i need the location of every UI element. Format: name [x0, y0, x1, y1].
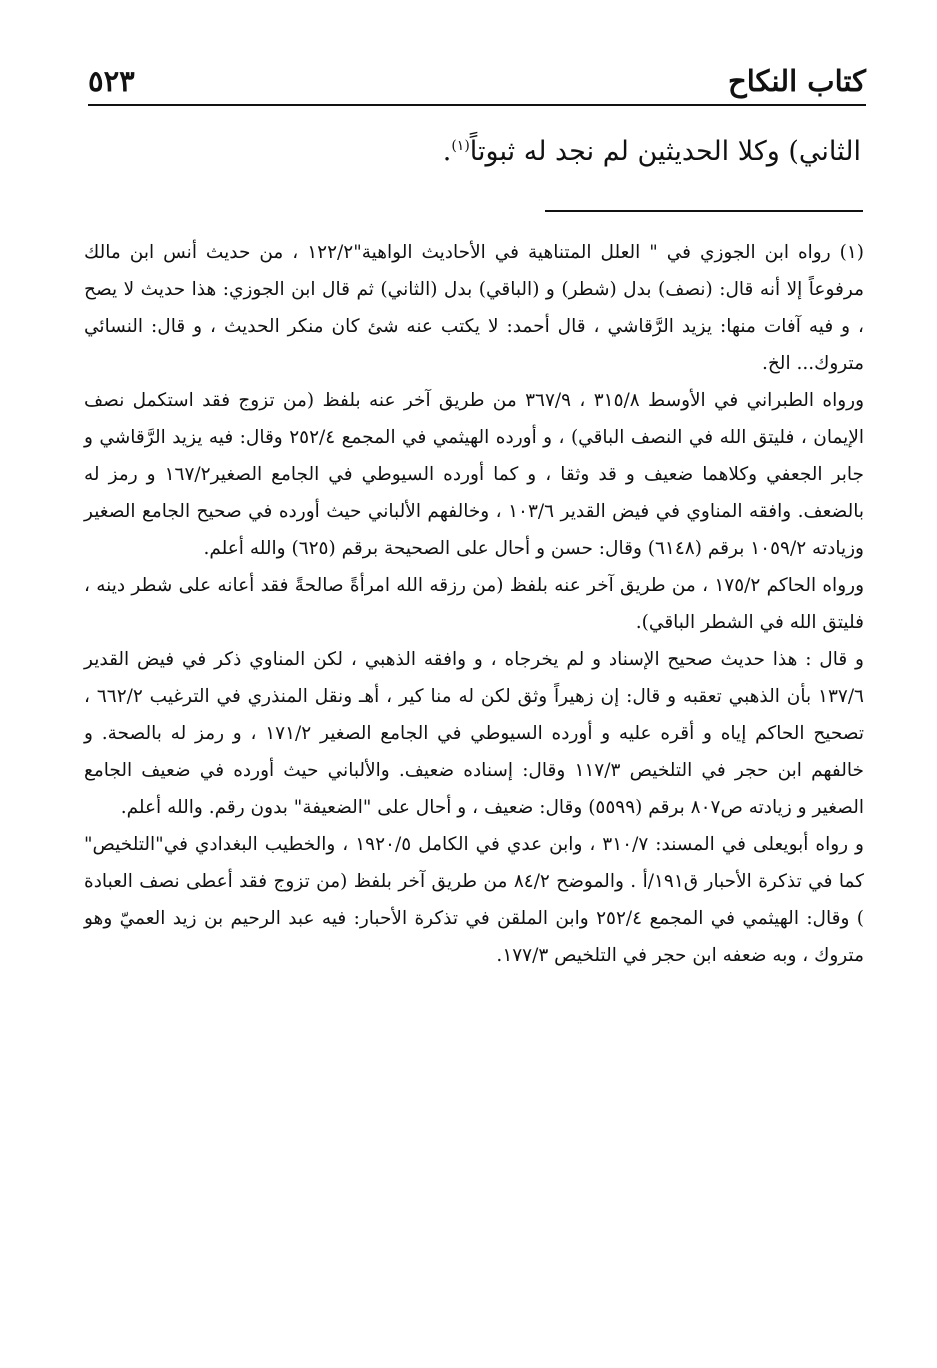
footnote-reference: (١): [451, 138, 470, 154]
footnote-paragraph: ورواه الحاكم ١٧٥/٢ ، من طريق آخر عنه بلفظ (من رزقه الله امرأةً صالحةً فقد أعانه على شطر دينه ، فليتق الله في الشطر الباقي).: [84, 575, 865, 633]
footnote-paragraph: (١) رواه ابن الجوزي في " العلل المتناهية في الأحاديث الواهية"١٢٢/٢ ، من حديث أنس ابن مالك مرفوعاً إلا أنه قال: (نصف) بدل (شطر) و (الباقي) بدل (الثاني) ثم قال ابن الجوزي: هذا حديث لا يصح ، و فيه آفات منها: يزيد الرَّقاشي ، قال أحمد: لا يكتب عنه شئ كان منكر الحديث ، و قال: النسائي متروك... الخ.: [84, 242, 864, 374]
page-number: ٥٢٣: [88, 64, 135, 98]
footnote-divider: [545, 210, 863, 212]
footnote-paragraph: و قال : هذا حديث صحيح الإسناد و لم يخرجاه ، و وافقه الذهبي ، لكن المناوي ذكر في فيض القدير ١٣٧/٦ بأن الذهبي تعقبه و قال: إن زهيراً وثق لكن له منا كير ، أهـ ونقل المنذري في الترغيب ٦٦٢/٢ ، تصحيح الحاكم إياه و أقره عليه و أورده السيوطي في الجامع الصغير ١٧١/٢ ، و رمز له بالصحة. و خالفهم ابن حجر في التلخيص ١١٧/٣ وقال: إسناده ضعيف. والألباني حيث أورده في ضعيف الجامع الصغير و زيادته ص٨٠٧ برقم (٥٥٩٩) وقال: ضعيف ، و أحال على "الضعيفة" بدون رقم. والله أعلم.: [84, 649, 864, 818]
page-header: [88, 58, 866, 108]
footnote-paragraph: ورواه الطبراني في الأوسط ٣١٥/٨ ، ٣٦٧/٩ من طريق آخر عنه بلفظ (من تزوج فقد استكمل نصف الإيمان ، فليتق الله في النصف الباقي) ، و أورده الهيثمي في المجمع ٢٥٢/٤ وقال: فيه يزيد الرَّقاشي و جابر الجعفي وكلاهما ضعيف و قد وثقا ، و كما أورده السيوطي في الجامع الصغير١٦٧/٢ و رمز له بالضعف. وافقه المناوي في فيض القدير ١٠٣/٦ ، وخالفهم الألباني حيث أورده في صحيح الجامع الصغير وزيادته ١٠٥٩/٢ برقم (٦١٤٨) وقال: حسن و أحال على الصحيحة برقم (٦٢٥) والله أعلم.: [84, 390, 865, 559]
main-text-body: الثاني) وكلا الحديثين لم نجد له ثبوتاً: [469, 136, 861, 167]
footnotes-section: [84, 234, 864, 974]
main-text-end: .: [442, 136, 452, 167]
header-divider: [88, 104, 866, 106]
footnote-paragraph: و رواه أبويعلى في المسند: ٣١٠/٧ ، وابن عدي في الكامل ١٩٢٠/٥ ، والخطيب البغدادي في"التلخيص" كما في تذكرة الأحبار ق١٩١/أ . والموضح ٨٤/٢ من طريق آخر بلفظ (من تزوج فقد أعطى نصف العبادة ) وقال: الهيثمي في المجمع ٢٥٢/٤ وابن الملقن في تذكرة الأحبار: فيه عبد الرحيم بن زيد العميّ وهو متروك ، وبه ضعفه ابن حجر في التلخيص ١٧٧/٣.: [84, 834, 864, 966]
main-text: [81, 126, 861, 178]
chapter-title: كتاب النكاح: [727, 64, 866, 98]
